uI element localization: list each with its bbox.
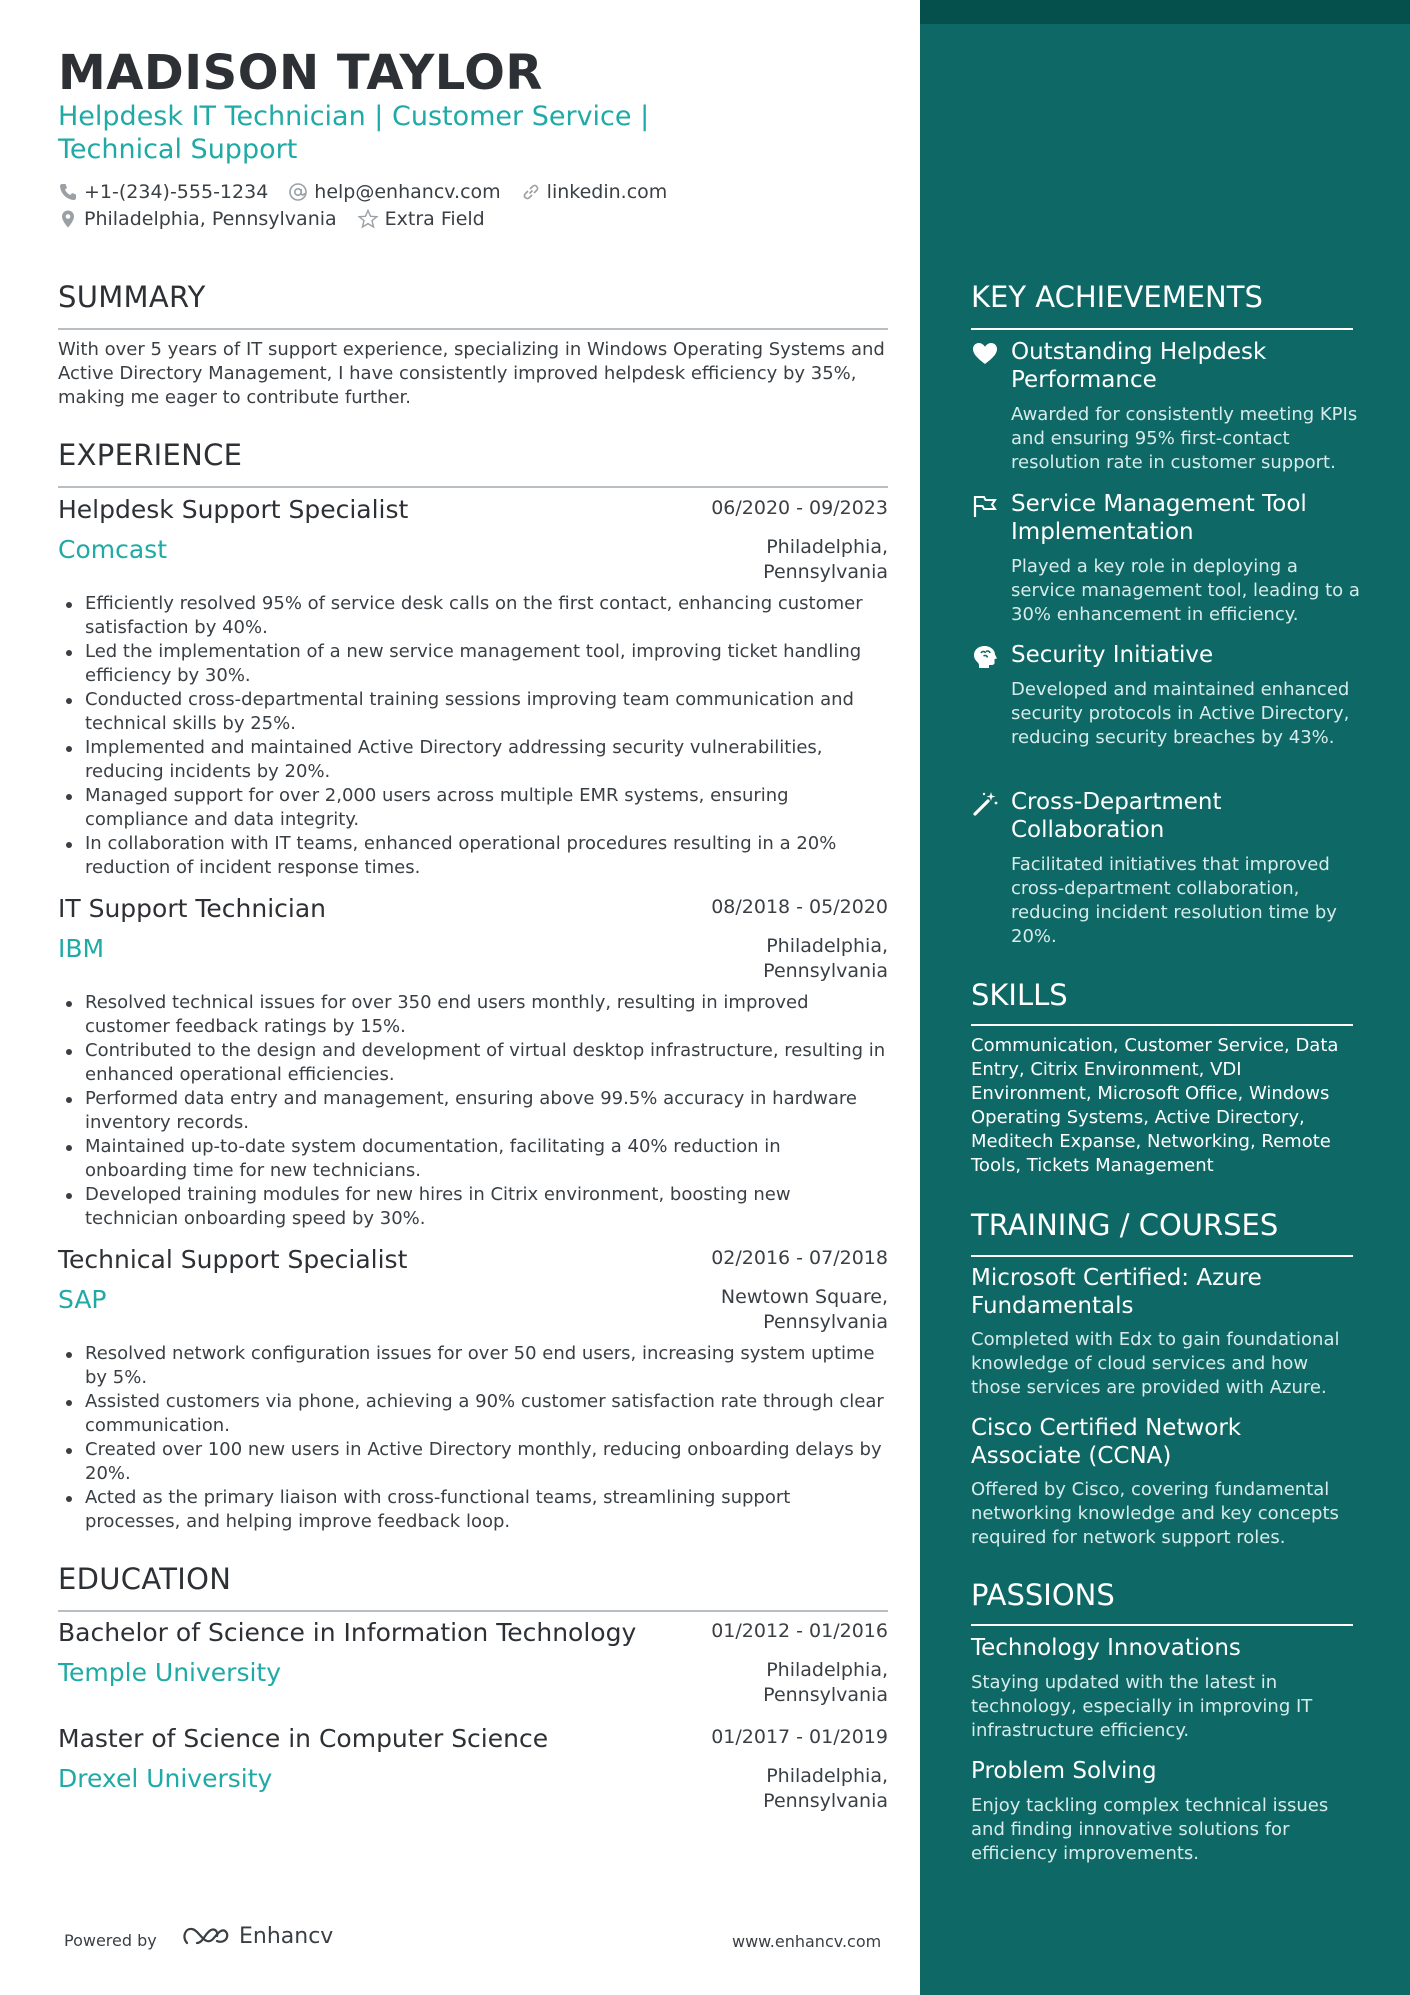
job-bullets — [58, 592, 888, 880]
skills-title: SKILLS — [971, 978, 1068, 1012]
passion-title: Problem Solving — [971, 1758, 1157, 1784]
at-icon — [288, 182, 308, 202]
enhancv-logo[interactable] — [183, 1923, 333, 1949]
training-title: TRAINING / COURSES — [971, 1208, 1279, 1242]
extra-item — [357, 208, 485, 230]
star-icon — [357, 209, 379, 229]
bullet-item: Assisted customers via phone, achieving a 90% customer satisfaction rate through clear communication. — [85, 1390, 888, 1438]
job-location: Philadelphia, Pennsylvania — [763, 536, 888, 583]
bullet-item: Created over 100 new users in Active Directory monthly, reducing onboarding delays by 20%. — [85, 1438, 888, 1486]
bullet-item: Efficiently resolved 95% of service desk calls on the first contact, enhancing customer satisfaction by 40%. — [85, 592, 888, 640]
passion-title: Technology Innovations — [971, 1635, 1241, 1661]
education-dates: 01/2017 - 01/2019 — [711, 1726, 888, 1748]
school-name: Drexel University — [58, 1764, 273, 1793]
achievement-title: Cross-Department Collaboration — [1011, 789, 1222, 843]
candidate-name: MADISON TAYLOR — [58, 45, 543, 101]
bullet-item: Maintained up-to-date system documentation, facilitating a 40% reduction in onboarding time for new technicians. — [85, 1135, 888, 1183]
headline: Helpdesk IT Technician | Customer Service | Technical Support — [58, 101, 650, 165]
job-location: Philadelphia, Pennsylvania — [763, 935, 888, 982]
job-dates: 06/2020 - 09/2023 — [711, 497, 888, 519]
achievement-title: Outstanding Helpdesk Performance — [1011, 339, 1267, 393]
contact-row-1 — [58, 181, 687, 203]
degree-title: Master of Science in Computer Science — [58, 1724, 549, 1753]
passion-desc: Enjoy tackling complex technical issues and finding innovative solutions for efficiency improvements. — [971, 1795, 1329, 1864]
sidebar-top-band — [920, 0, 1410, 24]
training-divider — [971, 1255, 1353, 1257]
achievement-desc: Played a key role in deploying a service management tool, leading to a 30% enhancement in efficiency. — [1011, 556, 1360, 625]
school-name: Temple University — [58, 1658, 282, 1687]
course-desc: Completed with Edx to gain foundational knowledge of cloud services and how those services are provided with Azure. — [971, 1329, 1340, 1398]
linkedin-item — [521, 181, 668, 203]
phone-icon — [58, 182, 78, 202]
bullet-item: Conducted cross-departmental training sessions improving team communication and technical skills by 25%. — [85, 688, 888, 736]
location-item — [58, 208, 337, 230]
job-title: IT Support Technician — [58, 894, 327, 923]
bullet-item: Contributed to the design and development of virtual desktop infrastructure, resulting in enhanced operational efficiencies. — [85, 1039, 888, 1087]
achievement-desc: Facilitated initiatives that improved cross-department collaboration, reducing incident resolution time by 20%. — [1011, 854, 1337, 947]
skills-text: Communication, Customer Service, Data Entry, Citrix Environment, VDI Environment, Microsoft Office, Windows Operating Systems, Active Directory, Meditech Expanse, Networking, Remote Tools, Tickets Management — [971, 1035, 1339, 1176]
linkedin-text[interactable]: linkedin.com — [546, 181, 668, 203]
bullet-item: Led the implementation of a new service management tool, improving ticket handling efficiency by 30%. — [85, 640, 888, 688]
school-location: Philadelphia, Pennsylvania — [763, 1659, 888, 1706]
achievement-desc: Developed and maintained enhanced security protocols in Active Directory, reducing security breaches by 43%. — [1011, 679, 1350, 748]
map-pin-icon — [58, 209, 78, 229]
degree-title: Bachelor of Science in Information Technology — [58, 1618, 637, 1647]
course-title: Cisco Certified Network Associate (CCNA) — [971, 1415, 1242, 1469]
job-company: Comcast — [58, 535, 167, 564]
job-company: IBM — [58, 934, 105, 963]
achievements-divider — [971, 328, 1353, 330]
experience-divider — [58, 486, 888, 488]
summary-title: SUMMARY — [58, 280, 206, 314]
achievement-title: Service Management Tool Implementation — [1011, 491, 1307, 545]
bullet-item: Resolved network configuration issues for over 50 end users, increasing system uptime by 5%. — [85, 1342, 888, 1390]
magic-wand-icon — [971, 790, 999, 818]
email-text[interactable]: help@enhancv.com — [314, 181, 501, 203]
job-title: Helpdesk Support Specialist — [58, 495, 409, 524]
summary-text: With over 5 years of IT support experience, specializing in Windows Operating Systems and Active Directory Management, I have consistently improved helpdesk efficiency by 35%, making me eager to contribute further. — [58, 339, 885, 408]
education-divider — [58, 1610, 888, 1612]
extra-text: Extra Field — [384, 208, 485, 230]
summary-divider — [58, 328, 888, 330]
powered-by-label: Powered by — [64, 1931, 157, 1950]
bullet-item: Resolved technical issues for over 350 end users monthly, resulting in improved customer feedback ratings by 15%. — [85, 991, 888, 1039]
school-location: Philadelphia, Pennsylvania — [763, 1765, 888, 1812]
bullet-item: Managed support for over 2,000 users across multiple EMR systems, ensuring compliance and data integrity. — [85, 784, 888, 832]
job-company: SAP — [58, 1285, 107, 1314]
heart-icon — [971, 340, 999, 368]
email-item — [288, 181, 500, 203]
course-desc: Offered by Cisco, covering fundamental networking knowledge and key concepts required for network support roles. — [971, 1479, 1339, 1548]
passions-divider — [971, 1624, 1353, 1626]
achievements-title: KEY ACHIEVEMENTS — [971, 280, 1263, 314]
enhancv-logo-icon — [183, 1923, 231, 1949]
bullet-item: Acted as the primary liaison with cross-functional teams, streamlining support processes, and helping improve feedback loop. — [85, 1486, 888, 1534]
bullet-item: Implemented and maintained Active Directory addressing security vulnerabilities, reducing incidents by 20%. — [85, 736, 888, 784]
bullet-item: Performed data entry and management, ensuring above 99.5% accuracy in hardware inventory records. — [85, 1087, 888, 1135]
job-dates: 02/2016 - 07/2018 — [711, 1247, 888, 1269]
passion-desc: Staying updated with the latest in technology, especially in improving IT infrastructure efficiency. — [971, 1672, 1313, 1741]
phone-text[interactable]: +1-(234)-555-1234 — [84, 181, 269, 203]
link-icon — [521, 182, 541, 202]
education-title: EDUCATION — [58, 1562, 232, 1596]
footer-url[interactable]: www.enhancv.com — [732, 1932, 882, 1951]
achievement-title: Security Initiative — [1011, 642, 1214, 668]
job-title: Technical Support Specialist — [58, 1245, 408, 1274]
sidebar — [920, 0, 1410, 1995]
experience-title: EXPERIENCE — [58, 438, 243, 472]
bullet-item: In collaboration with IT teams, enhanced operational procedures resulting in a 20% reduction of incident response times. — [85, 832, 888, 880]
job-dates: 08/2018 - 05/2020 — [711, 896, 888, 918]
job-location: Newtown Square, Pennsylvania — [720, 1286, 888, 1333]
passions-title: PASSIONS — [971, 1578, 1115, 1612]
brain-icon — [971, 643, 999, 671]
location-text: Philadelphia, Pennsylvania — [84, 208, 337, 230]
bullet-item: Developed training modules for new hires in Citrix environment, boosting new technician onboarding speed by 30%. — [85, 1183, 888, 1231]
enhancv-brand: Enhancv — [239, 1923, 334, 1949]
achievement-desc: Awarded for consistently meeting KPIs and ensuring 95% first-contact resolution rate in customer support. — [1011, 404, 1358, 473]
job-bullets — [58, 991, 888, 1231]
skills-divider — [971, 1024, 1353, 1026]
job-bullets — [58, 1342, 888, 1534]
phone-item — [58, 181, 268, 203]
flag-icon — [971, 492, 999, 520]
course-title: Microsoft Certified: Azure Fundamentals — [971, 1265, 1262, 1319]
contact-row-2 — [58, 208, 505, 230]
education-dates: 01/2012 - 01/2016 — [711, 1620, 888, 1642]
